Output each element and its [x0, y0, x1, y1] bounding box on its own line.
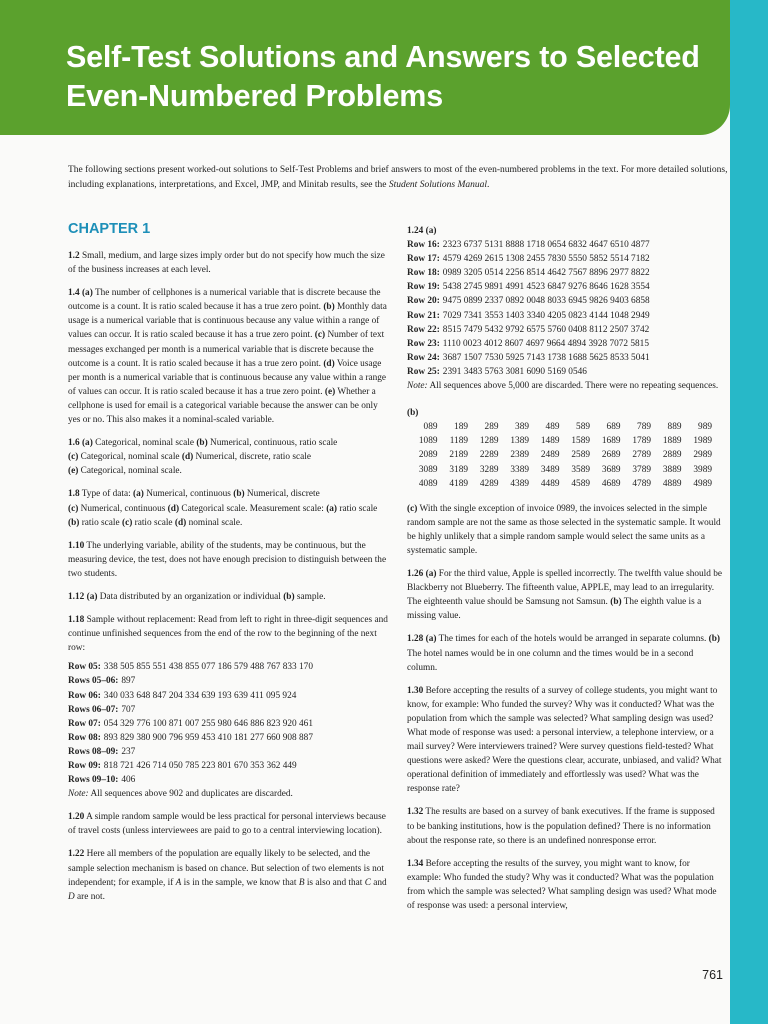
grid-cell: 4489 — [540, 478, 560, 489]
row-label: Row 16: — [407, 240, 440, 251]
solution-1-10 — [68, 539, 390, 581]
part-label: (d) — [167, 503, 180, 514]
grid-cell: 4689 — [601, 478, 621, 489]
grid-row — [407, 434, 712, 448]
solution-1-8 — [68, 487, 390, 529]
part-b-heading — [407, 406, 723, 420]
grid-cell: 1989 — [693, 436, 712, 447]
part-label: (d) — [174, 517, 187, 528]
grid-cell: 289 — [484, 422, 499, 433]
sequence-row — [68, 703, 390, 717]
part-label: (d) — [323, 358, 335, 369]
sequence-row — [407, 294, 723, 308]
row-label: Row 19: — [407, 282, 440, 293]
manual-title: Student Solutions Manual — [388, 180, 487, 190]
part-text: The times for each of the hotels would be arranged in separate columns. — [436, 634, 709, 645]
row-value: 5438 2745 9891 4991 4523 6847 9276 8646 1628 3554 — [442, 282, 650, 293]
row-value: 818 721 426 714 050 785 223 801 670 353 362 449 — [103, 761, 297, 771]
solution-text: Type of data: — [79, 489, 134, 500]
sequence-rows-1-24 — [407, 238, 723, 379]
row-value: 9475 0899 2337 0892 0048 8033 6945 9826 9403 6858 — [442, 296, 650, 307]
part-label: (b) — [68, 517, 80, 528]
grid-row — [407, 448, 712, 462]
grid-cell: 3389 — [510, 464, 529, 475]
row-label: Row 23: — [407, 338, 440, 349]
note-label: Note: — [407, 381, 428, 392]
row-label: Rows 06–07: — [68, 704, 119, 715]
chapter-heading: CHAPTER 1 — [68, 221, 151, 237]
part-text: nominal scale. — [186, 517, 243, 528]
grid-cell: 389 — [515, 422, 529, 433]
grid-cell: 1189 — [449, 436, 468, 447]
invoice-grid — [407, 420, 712, 490]
part-label: (b) — [283, 591, 295, 602]
problem-number: 1.8 — [68, 489, 80, 500]
solution-1-4 — [68, 286, 390, 427]
grid-cell: 1789 — [632, 436, 651, 447]
part-text: sample. — [294, 591, 326, 602]
row-value: 338 505 855 551 438 855 077 186 579 488 767 833 170 — [103, 662, 313, 673]
grid-cell: 489 — [545, 422, 560, 433]
part-label: (c) — [121, 517, 133, 528]
grid-cell: 4389 — [510, 478, 529, 489]
solution-1-30 — [407, 684, 723, 797]
grid-cell: 2889 — [662, 450, 682, 461]
part-label: (a) — [326, 503, 338, 514]
problem-number: 1.30 — [407, 685, 424, 696]
variable-B: B — [298, 877, 305, 888]
grid-cell: 2389 — [510, 450, 529, 461]
problem-number: 1.20 — [68, 812, 85, 823]
solution-text: Before accepting the results of a survey of college students, you might want to know, for example: Who funded the survey? Why was it conducted? What was the population from which the sample was selected? What sampling design was used? What mode of response was used: a personal interview, a telephone interview, or a mail survey? Were interviewers trained? Were survey questions field-tested? What questions were asked? Were the questions clear, accurate, unbiased, and valid? What operational definition of immediately and effortlessly was used? What was the response rate? — [407, 685, 722, 795]
sequence-row — [68, 745, 390, 759]
part-label: (e) — [324, 386, 336, 397]
solution-1-32 — [407, 805, 723, 847]
part-label: (a) — [425, 634, 437, 645]
part-text: ratio scale — [79, 517, 122, 528]
grid-cell: 2489 — [540, 450, 560, 461]
right-column — [407, 224, 723, 922]
part-label: (b) — [610, 597, 622, 608]
row-value: 897 — [121, 676, 136, 687]
solution-text: are not. — [74, 891, 105, 902]
grid-cell: 1489 — [540, 436, 560, 447]
intro-end: . — [487, 180, 490, 190]
grid-cell: 2089 — [418, 450, 438, 461]
solution-1-6 — [68, 436, 390, 478]
row-label: Row 21: — [407, 310, 440, 321]
note-label: Note: — [68, 789, 89, 800]
row-value: 2323 6737 5131 8888 1718 0654 6832 4647 6510 4877 — [442, 240, 650, 251]
left-column — [68, 220, 390, 913]
side-color-strip — [730, 0, 768, 1024]
grid-cell: 189 — [454, 422, 468, 433]
part-label: (a) — [425, 569, 437, 580]
problem-number: 1.4 — [68, 288, 80, 299]
sequence-row — [407, 365, 723, 379]
grid-cell: 1589 — [571, 436, 590, 447]
solution-1-12 — [68, 590, 390, 604]
problem-number: 1.22 — [68, 849, 85, 860]
row-label: Row 24: — [407, 352, 440, 363]
part-label: (d) — [181, 452, 194, 463]
variable-A: A — [175, 877, 182, 888]
part-text: Numerical, discrete — [244, 489, 320, 500]
row-label: Row 17: — [407, 254, 440, 265]
grid-cell: 4989 — [693, 478, 712, 489]
sequence-row — [407, 252, 723, 266]
part-text: Monthly data usage is a numerical variable that is continuous because any value within a range of values can occur. It is ratio scaled because it has a true zero point. — [68, 302, 387, 341]
sequence-row — [407, 280, 723, 294]
grid-cell: 3589 — [571, 464, 590, 475]
intro-text: The following sections present worked-out solutions to Self-Test Problems and brief answers to most of the even-numbered problems in the text. For more detailed solutions, including explanations, interpretations, and Excel, JMP, and Minitab results, see the — [68, 165, 728, 190]
row-value: 2391 3483 5763 3081 6090 5169 0546 — [442, 366, 587, 377]
grid-cell: 3489 — [540, 464, 560, 475]
problem-number: 1.6 — [68, 438, 80, 449]
sequence-row — [68, 689, 390, 703]
grid-cell: 1289 — [479, 436, 499, 447]
part-label: (a) — [133, 489, 144, 500]
row-label: Row 06: — [68, 690, 101, 701]
part-text: With the single exception of invoice 0989, the invoices selected in the simple random sample are not the same as those selected in the systematic sample. It would be highly unlikely that a simple random sample would select the same units as a systematic sample. — [407, 503, 721, 556]
sequence-row — [68, 759, 390, 773]
part-text: ratio scale — [132, 517, 175, 528]
solution-1-26 — [407, 567, 723, 623]
solution-1-24-c — [407, 502, 723, 558]
part-text: Numerical, continuous, ratio scale — [207, 438, 338, 449]
grid-cell: 689 — [606, 422, 621, 433]
sequence-row — [68, 731, 390, 745]
problem-number: 1.26 — [407, 569, 424, 580]
solution-text: Here all members of the population are equally likely to be selected, and the sample selection mechanism is based on chance. But selection of two elements is not independent; for example, if — [68, 849, 385, 888]
row-value: 1110 0023 4012 8607 4697 9664 4894 3928 7072 5815 — [442, 338, 649, 349]
grid-cell: 4189 — [449, 478, 468, 489]
part-label: (b) — [708, 634, 721, 645]
sequence-row — [68, 773, 390, 787]
problem-number: 1.10 — [68, 540, 85, 551]
row-value: 340 033 648 847 204 334 639 193 639 411 095 924 — [103, 690, 297, 701]
solution-text: Before accepting the results of the survey, you might want to know, for example: Who funded the study? Why was it conducted? What was the population from which the sample was selected? What sampling design was used? What mode of response was used: a personal interview, — [407, 858, 717, 912]
row-value: 0989 3205 0514 2256 8514 4642 7567 8896 2977 8822 — [442, 268, 650, 279]
grid-cell: 1889 — [662, 436, 682, 447]
sequence-row — [407, 238, 723, 252]
problem-number: 1.18 — [68, 615, 85, 626]
header-banner — [0, 0, 730, 135]
part-label: (c) — [407, 503, 418, 514]
problem-number: 1.2 — [68, 251, 80, 261]
grid-row — [407, 477, 712, 491]
solution-1-24-heading — [407, 224, 723, 238]
sequence-row — [68, 674, 390, 688]
solution-1-20 — [68, 810, 390, 838]
grid-cell: 4289 — [479, 478, 499, 489]
grid-cell: 1089 — [418, 436, 438, 447]
solution-text: Small, medium, and large sizes imply order but do not specify how much the size of the business increases at each level. — [68, 251, 385, 276]
grid-cell: 4589 — [571, 478, 590, 489]
sequence-row — [407, 351, 723, 365]
sequence-row — [68, 660, 390, 674]
solution-1-34 — [407, 857, 723, 913]
grid-cell: 4089 — [418, 478, 438, 489]
row-value: 237 — [121, 746, 136, 757]
row-value: 4579 4269 2615 1308 2455 7830 5550 5852 5514 7182 — [442, 254, 650, 265]
solution-text: The results are based on a survey of bank executives. If the frame is supposed to be banking institutions, how is the population defined? There is no information about the response rate, so there is an undefined nonresponse error. — [407, 807, 715, 846]
sequence-rows-1-18 — [68, 660, 390, 801]
part-label: (c) — [68, 503, 79, 514]
sequence-row — [68, 717, 390, 731]
problem-number: 1.28 — [407, 634, 424, 645]
part-label: (a) — [86, 591, 98, 602]
grid-cell: 2589 — [571, 450, 590, 461]
row-label: Rows 05–06: — [68, 676, 119, 687]
solution-text: and — [370, 877, 387, 888]
part-label: (b) — [233, 489, 245, 500]
solution-text: is in the sample, we know that — [181, 877, 299, 888]
grid-cell: 2689 — [601, 450, 621, 461]
grid-cell: 3289 — [479, 464, 499, 475]
part-label: (b) — [323, 302, 335, 313]
part-text: Categorical, nominal scale — [92, 438, 197, 449]
part-label: (b) — [196, 438, 208, 449]
part-text: The number of cellphones is a numerical variable that is discrete because the outcome is a count. It is ratio scaled because it has a true zero point. — [68, 288, 381, 313]
part-text: Numerical, continuous — [78, 503, 168, 514]
part-text: Voice usage per month is a numerical variable that is continuous because any value within a range of values can occur. It is ratio scaled because it has a true zero point. — [68, 358, 387, 397]
row-label: Row 20: — [407, 296, 440, 307]
row-label: Row 09: — [68, 761, 101, 771]
solution-text: The underlying variable, ability of the students, may be continuous, but the measuring device, the test, does not have enough precision to distinguish between the two students. — [68, 540, 387, 579]
grid-cell: 2789 — [632, 450, 651, 461]
row-value: 3687 1507 7530 5925 7143 1738 1688 5625 8533 5041 — [442, 352, 650, 363]
grid-cell: 4789 — [632, 478, 651, 489]
sequence-note — [68, 787, 390, 801]
grid-cell: 3089 — [418, 464, 438, 475]
part-label: (a) — [425, 226, 437, 236]
grid-cell: 3189 — [449, 464, 468, 475]
solution-1-2 — [68, 249, 390, 277]
solution-text: Sample without replacement: Read from left to right in three-digit sequences and continue unfinished sequences from the end of the row to the beginning of the next row: — [68, 615, 388, 654]
problem-number: 1.34 — [407, 858, 424, 869]
solution-1-18 — [68, 613, 390, 655]
grid-cell: 989 — [698, 422, 712, 433]
part-text: The eighth value is a missing value. — [407, 597, 702, 622]
grid-cell: 789 — [637, 422, 651, 433]
row-value: 406 — [121, 775, 136, 786]
part-text: Data distributed by an organization or individual — [97, 591, 284, 602]
part-text: ratio scale — [337, 503, 378, 514]
grid-row — [407, 463, 712, 477]
part-text: Number of text messages exchanged per month is a numerical variable that is discrete because the outcome is a count. It is ratio scaled because it has a true zero point. — [68, 330, 385, 369]
grid-cell: 4889 — [662, 478, 682, 489]
grid-cell: 3789 — [632, 464, 651, 475]
solution-1-28 — [407, 632, 723, 674]
grid-cell: 3889 — [662, 464, 682, 475]
note-text: All sequences above 5,000 are discarded. There were no repeating sequences. — [427, 381, 719, 392]
row-label: Row 22: — [407, 324, 440, 335]
page-title: Self-Test Solutions and Answers to Selected Even-Numbered Problems — [66, 40, 700, 113]
part-text: Categorical, nominal scale. — [78, 466, 182, 477]
grid-cell: 589 — [576, 422, 590, 433]
part-label: (a) — [81, 438, 93, 449]
sequence-row — [407, 309, 723, 323]
row-label: Row 18: — [407, 268, 440, 279]
part-label: (c) — [314, 330, 326, 341]
problem-number: 1.12 — [68, 591, 85, 602]
grid-cell: 089 — [423, 422, 438, 433]
part-text: Numerical, continuous — [143, 489, 234, 500]
row-label: Row 08: — [68, 732, 101, 743]
row-label: Rows 08–09: — [68, 746, 119, 757]
sequence-row — [407, 266, 723, 280]
row-label: Row 07: — [68, 718, 101, 729]
part-label: (c) — [68, 452, 79, 463]
part-text: Whether a cellphone is used for email is a categorical variable because the answer can be only yes or no. This also makes it a nominal-scaled variable. — [68, 386, 378, 426]
grid-cell: 3689 — [601, 464, 621, 475]
row-value: 7029 7341 3553 1403 3340 4205 0823 4144 1048 2949 — [442, 310, 650, 321]
grid-cell: 2289 — [479, 450, 499, 461]
problem-number: 1.24 — [407, 226, 424, 236]
row-label: Rows 09–10: — [68, 775, 119, 786]
row-label: Row 05: — [68, 662, 101, 673]
part-label: (a) — [81, 288, 93, 299]
page-number: 761 — [702, 968, 723, 982]
row-value: 8515 7479 5432 9792 6575 5760 0408 8112 2507 3742 — [442, 324, 650, 335]
row-value: 893 829 380 900 796 959 453 410 181 277 660 908 887 — [103, 732, 313, 743]
sequence-row — [407, 323, 723, 337]
row-value: 054 329 776 100 871 007 255 980 646 886 823 920 461 — [103, 718, 313, 729]
note-text: All sequences above 902 and duplicates are discarded. — [88, 789, 293, 800]
solution-text: is also and that — [304, 877, 365, 888]
grid-cell: 2189 — [449, 450, 468, 461]
part-label: (e) — [68, 466, 79, 477]
part-text: The hotel names would be in one column and the times would be in a second column. — [407, 648, 694, 673]
part-text: Numerical, discrete, ratio scale — [193, 452, 311, 463]
solution-text: A simple random sample would be less practical for personal interviews because of travel costs (unless interviewees are paid to go to a central interviewing location). — [68, 812, 386, 837]
part-label: (b) — [407, 408, 419, 419]
grid-cell: 2989 — [693, 450, 712, 461]
variable-D: D — [68, 891, 75, 902]
variable-C: C — [364, 877, 371, 888]
grid-row — [407, 420, 712, 434]
sequence-note — [407, 379, 723, 393]
part-text: For the third value, Apple is spelled incorrectly. The twelfth value should be Blackberry not Blueberry. The fifteenth value, APPLE, may lead to an irregularity. The eighteenth value should be Samsung not Samsun. — [407, 569, 723, 608]
row-label: Row 25: — [407, 366, 440, 377]
grid-cell: 1689 — [601, 436, 621, 447]
part-text: Categorical, nominal scale — [78, 452, 182, 463]
grid-cell: 889 — [667, 422, 682, 433]
row-value: 707 — [121, 704, 136, 715]
grid-cell: 1389 — [510, 436, 529, 447]
intro-paragraph — [68, 163, 728, 193]
problem-number: 1.32 — [407, 807, 424, 818]
part-text: Categorical scale. Measurement scale: — [179, 503, 327, 514]
sequence-row — [407, 337, 723, 351]
grid-cell: 3989 — [693, 464, 712, 475]
solution-1-22 — [68, 847, 390, 903]
